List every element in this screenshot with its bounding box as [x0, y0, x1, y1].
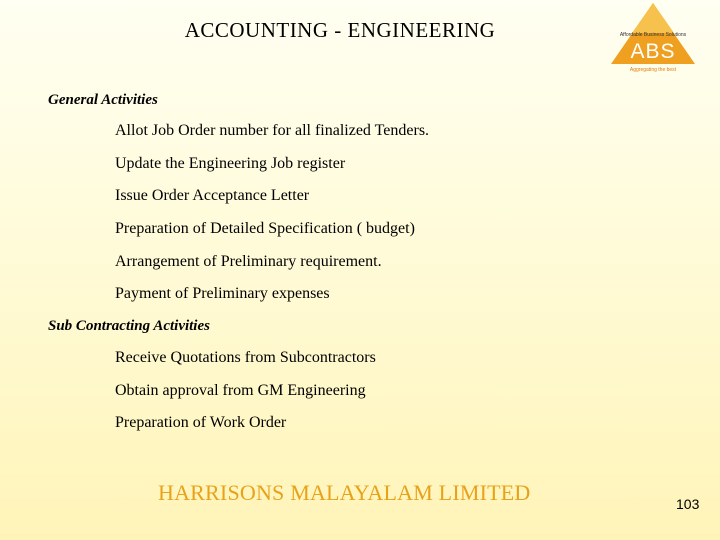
list-item: Payment of Preliminary expenses [115, 285, 330, 302]
logo-text: ABS [630, 40, 676, 63]
list-item: Update the Engineering Job register [115, 155, 346, 172]
list-item: Preparation of Detailed Specification ( budget) [115, 220, 415, 237]
abs-logo [608, 2, 698, 74]
slide-title: ACCOUNTING - ENGINEERING [184, 18, 496, 42]
logo-tagline-bottom: Aggregating the best [629, 67, 677, 73]
logo-tagline-top: Affordable Business Solutions [619, 32, 687, 38]
list-item: Receive Quotations from Subcontractors [115, 349, 376, 366]
list-item: Obtain approval from GM Engineering [115, 382, 366, 399]
section-heading-sub-contracting: Sub Contracting Activities [48, 318, 210, 334]
footer-company-name: HARRISONS MALAYALAM LIMITED [158, 480, 531, 505]
list-item: Issue Order Acceptance Letter [115, 187, 310, 204]
list-item: Arrangement of Preliminary requirement. [115, 253, 382, 270]
page-number: 103 [676, 496, 700, 512]
list-item: Preparation of Work Order [115, 414, 287, 431]
logo-triangle-highlight [632, 3, 674, 33]
list-item: Allot Job Order number for all finalized Tenders. [115, 122, 430, 139]
section-heading-general-activities: General Activities [48, 92, 158, 108]
